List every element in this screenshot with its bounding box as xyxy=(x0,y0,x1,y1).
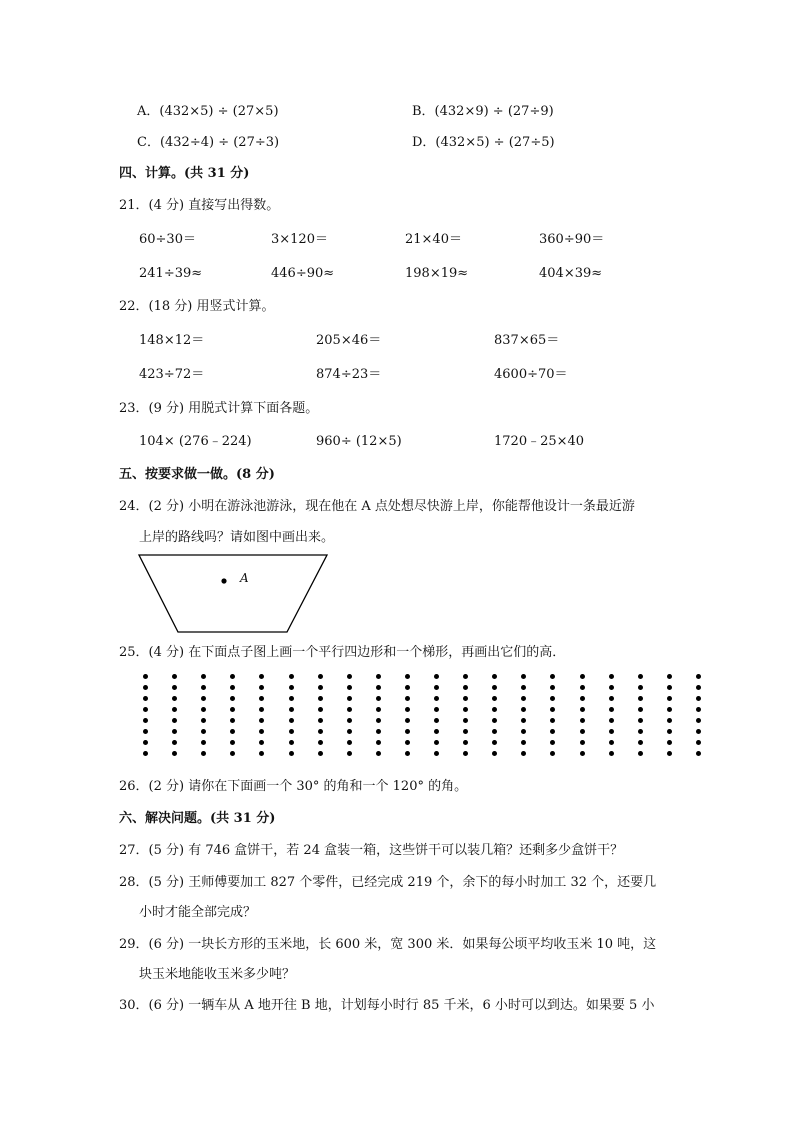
grid-dot[interactable] xyxy=(230,729,235,734)
grid-dot[interactable] xyxy=(550,707,555,712)
grid-dot[interactable] xyxy=(405,729,410,734)
grid-dot[interactable] xyxy=(580,740,585,745)
grid-dot[interactable] xyxy=(230,740,235,745)
grid-dot[interactable] xyxy=(289,707,294,712)
grid-dot[interactable] xyxy=(463,718,468,723)
grid-dot[interactable] xyxy=(463,674,468,679)
grid-dot[interactable] xyxy=(667,696,672,701)
grid-dot[interactable] xyxy=(521,729,526,734)
question-23-prompt: 23．(9 分) 用脱式计算下面各题。 xyxy=(119,401,319,416)
grid-dot[interactable] xyxy=(230,751,235,756)
grid-dot[interactable] xyxy=(521,696,526,701)
grid-dot[interactable] xyxy=(667,740,672,745)
grid-dot[interactable] xyxy=(638,685,643,690)
grid-dot[interactable] xyxy=(201,740,206,745)
grid-dot[interactable] xyxy=(201,696,206,701)
grid-dot[interactable] xyxy=(492,718,497,723)
grid-dot[interactable] xyxy=(492,707,497,712)
grid-dot[interactable] xyxy=(696,696,701,701)
grid-dot[interactable] xyxy=(201,751,206,756)
grid-dot[interactable] xyxy=(492,729,497,734)
grid-dot[interactable] xyxy=(318,696,323,701)
grid-dot[interactable] xyxy=(463,685,468,690)
grid-dot[interactable] xyxy=(609,751,614,756)
grid-dot[interactable] xyxy=(696,729,701,734)
grid-dot[interactable] xyxy=(550,729,555,734)
dot-column xyxy=(580,674,585,762)
dot-column xyxy=(347,674,352,762)
dot-column xyxy=(376,674,381,762)
grid-dot[interactable] xyxy=(289,740,294,745)
grid-dot[interactable] xyxy=(318,707,323,712)
dot-column xyxy=(318,674,323,762)
q22-item: 4600÷70＝ xyxy=(494,367,568,382)
grid-dot[interactable] xyxy=(405,696,410,701)
grid-dot[interactable] xyxy=(376,674,381,679)
grid-dot[interactable] xyxy=(318,740,323,745)
question-30-line1: 30．(6 分) 一辆车从 A 地开往 B 地，计划每小时行 85 千米，6 小时可以到达。如果要 5 小 xyxy=(119,998,655,1013)
grid-dot[interactable] xyxy=(550,685,555,690)
grid-dot[interactable] xyxy=(609,718,614,723)
dot-column xyxy=(492,674,497,762)
grid-dot[interactable] xyxy=(405,740,410,745)
grid-dot[interactable] xyxy=(347,674,352,679)
grid-dot[interactable] xyxy=(550,718,555,723)
grid-dot[interactable] xyxy=(550,696,555,701)
grid-dot[interactable] xyxy=(318,729,323,734)
grid-dot[interactable] xyxy=(667,729,672,734)
option-d: D．(432×5) ÷ (27÷5) xyxy=(412,135,555,150)
grid-dot[interactable] xyxy=(259,718,264,723)
grid-dot[interactable] xyxy=(434,685,439,690)
grid-dot[interactable] xyxy=(667,707,672,712)
grid-dot[interactable] xyxy=(521,674,526,679)
question-29-line1: 29．(6 分) 一块长方形的玉米地，长 600 米，宽 300 米．如果每公顷平均收玉米 10 吨，这 xyxy=(119,937,657,952)
grid-dot[interactable] xyxy=(550,674,555,679)
grid-dot[interactable] xyxy=(289,674,294,679)
grid-dot[interactable] xyxy=(521,751,526,756)
dot-column xyxy=(405,674,410,762)
q22-item: 874÷23＝ xyxy=(316,367,382,382)
grid-dot[interactable] xyxy=(376,718,381,723)
grid-dot[interactable] xyxy=(638,674,643,679)
grid-dot[interactable] xyxy=(580,707,585,712)
grid-dot[interactable] xyxy=(667,674,672,679)
grid-dot[interactable] xyxy=(172,729,177,734)
grid-dot[interactable] xyxy=(230,685,235,690)
grid-dot[interactable] xyxy=(143,718,148,723)
q21-item: 3×120＝ xyxy=(271,232,328,247)
grid-dot[interactable] xyxy=(172,674,177,679)
section-title-practice: 五、按要求做一做。(8 分) xyxy=(119,467,275,482)
dot-column xyxy=(172,674,177,762)
q22-item: 205×46＝ xyxy=(316,333,382,348)
grid-dot[interactable] xyxy=(259,696,264,701)
grid-dot[interactable] xyxy=(201,718,206,723)
dot-column xyxy=(201,674,206,762)
dot-column xyxy=(259,674,264,762)
grid-dot[interactable] xyxy=(434,707,439,712)
section-title-calculation: 四、计算。(共 31 分) xyxy=(119,166,250,181)
q21-item: 404×39≈ xyxy=(539,266,603,281)
grid-dot[interactable] xyxy=(667,751,672,756)
grid-dot[interactable] xyxy=(318,751,323,756)
q23-item: 1720﹣25×40 xyxy=(494,434,585,449)
grid-dot[interactable] xyxy=(434,718,439,723)
grid-dot[interactable] xyxy=(638,718,643,723)
grid-dot[interactable] xyxy=(609,707,614,712)
grid-dot[interactable] xyxy=(201,685,206,690)
grid-dot[interactable] xyxy=(230,707,235,712)
grid-dot[interactable] xyxy=(521,718,526,723)
grid-dot[interactable] xyxy=(696,674,701,679)
grid-dot[interactable] xyxy=(463,740,468,745)
grid-dot[interactable] xyxy=(580,685,585,690)
dot-column xyxy=(696,674,701,762)
grid-dot[interactable] xyxy=(376,707,381,712)
grid-dot[interactable] xyxy=(289,729,294,734)
grid-dot[interactable] xyxy=(580,696,585,701)
grid-dot[interactable] xyxy=(580,729,585,734)
grid-dot[interactable] xyxy=(434,674,439,679)
option-b: B．(432×9) ÷ (27÷9) xyxy=(412,104,554,119)
grid-dot[interactable] xyxy=(609,740,614,745)
grid-dot[interactable] xyxy=(259,685,264,690)
grid-dot[interactable] xyxy=(609,696,614,701)
question-21-prompt: 21．(4 分) 直接写出得数。 xyxy=(119,198,280,213)
grid-dot[interactable] xyxy=(289,718,294,723)
grid-dot[interactable] xyxy=(696,685,701,690)
grid-dot[interactable] xyxy=(318,718,323,723)
grid-dot[interactable] xyxy=(638,707,643,712)
dot-column xyxy=(143,674,148,762)
grid-dot[interactable] xyxy=(580,674,585,679)
grid-dot[interactable] xyxy=(521,740,526,745)
grid-dot[interactable] xyxy=(143,729,148,734)
option-c: C．(432÷4) ÷ (27÷3) xyxy=(137,135,280,150)
grid-dot[interactable] xyxy=(696,751,701,756)
grid-dot[interactable] xyxy=(172,718,177,723)
grid-dot[interactable] xyxy=(434,696,439,701)
grid-dot[interactable] xyxy=(434,740,439,745)
grid-dot[interactable] xyxy=(521,707,526,712)
grid-dot[interactable] xyxy=(405,707,410,712)
grid-dot[interactable] xyxy=(172,685,177,690)
grid-dot[interactable] xyxy=(347,685,352,690)
grid-dot[interactable] xyxy=(609,685,614,690)
q23-item: 104× (276﹣224) xyxy=(139,434,252,449)
grid-dot[interactable] xyxy=(434,729,439,734)
grid-dot[interactable] xyxy=(696,740,701,745)
grid-dot[interactable] xyxy=(347,729,352,734)
dot-column xyxy=(289,674,294,762)
q21-item: 198×19≈ xyxy=(405,266,469,281)
dot-column xyxy=(230,674,235,762)
grid-dot[interactable] xyxy=(230,696,235,701)
grid-dot[interactable] xyxy=(143,740,148,745)
grid-dot[interactable] xyxy=(376,751,381,756)
question-24-line2: 上岸的路线吗？请如图中画出来。 xyxy=(139,530,335,545)
grid-dot[interactable] xyxy=(580,718,585,723)
dot-column xyxy=(638,674,643,762)
grid-dot[interactable] xyxy=(638,740,643,745)
swimming-pool-trapezoid xyxy=(130,550,335,640)
q22-item: 423÷72＝ xyxy=(139,367,205,382)
grid-dot[interactable] xyxy=(609,674,614,679)
grid-dot[interactable] xyxy=(405,685,410,690)
grid-dot[interactable] xyxy=(492,751,497,756)
grid-dot[interactable] xyxy=(521,685,526,690)
q23-item: 960÷ (12×5) xyxy=(316,434,402,449)
grid-dot[interactable] xyxy=(259,674,264,679)
grid-dot[interactable] xyxy=(434,751,439,756)
dot-column xyxy=(434,674,439,762)
dot-column xyxy=(667,674,672,762)
grid-dot[interactable] xyxy=(405,674,410,679)
option-a: A．(432×5) ÷ (27×5) xyxy=(137,104,279,119)
grid-dot[interactable] xyxy=(201,674,206,679)
grid-dot[interactable] xyxy=(172,696,177,701)
dot-column xyxy=(550,674,555,762)
grid-dot[interactable] xyxy=(289,685,294,690)
grid-dot[interactable] xyxy=(638,751,643,756)
grid-dot[interactable] xyxy=(347,751,352,756)
q21-item: 60÷30＝ xyxy=(139,232,196,247)
question-29-line2: 块玉米地能收玉米多少吨？ xyxy=(139,967,296,982)
question-24-line1: 24．(2 分) 小明在游泳池游泳，现在他在 A 点处想尽快游上岸，你能帮他设计一条最近游 xyxy=(119,499,635,514)
grid-dot[interactable] xyxy=(376,696,381,701)
grid-dot[interactable] xyxy=(172,707,177,712)
grid-dot[interactable] xyxy=(376,740,381,745)
grid-dot[interactable] xyxy=(347,740,352,745)
grid-dot[interactable] xyxy=(259,740,264,745)
grid-dot[interactable] xyxy=(492,674,497,679)
grid-dot[interactable] xyxy=(143,685,148,690)
grid-dot[interactable] xyxy=(463,707,468,712)
grid-dot[interactable] xyxy=(143,696,148,701)
grid-dot[interactable] xyxy=(667,685,672,690)
grid-dot[interactable] xyxy=(580,751,585,756)
grid-dot[interactable] xyxy=(347,696,352,701)
grid-dot[interactable] xyxy=(638,696,643,701)
grid-dot[interactable] xyxy=(405,718,410,723)
grid-dot[interactable] xyxy=(463,729,468,734)
q22-item: 148×12＝ xyxy=(139,333,205,348)
point-a-label: A xyxy=(240,571,249,585)
q21-item: 360÷90＝ xyxy=(539,232,605,247)
grid-dot[interactable] xyxy=(172,751,177,756)
grid-dot[interactable] xyxy=(143,751,148,756)
grid-dot[interactable] xyxy=(201,729,206,734)
grid-dot[interactable] xyxy=(289,696,294,701)
grid-dot[interactable] xyxy=(376,685,381,690)
grid-dot[interactable] xyxy=(347,707,352,712)
grid-dot[interactable] xyxy=(463,751,468,756)
question-27: 27．(5 分) 有 746 盒饼干，若 24 盒装一箱，这些饼干可以装几箱？还剩多少盒饼干？ xyxy=(119,843,624,858)
grid-dot[interactable] xyxy=(259,751,264,756)
grid-dot[interactable] xyxy=(550,740,555,745)
grid-dot[interactable] xyxy=(318,685,323,690)
grid-dot[interactable] xyxy=(259,729,264,734)
q21-item: 241÷39≈ xyxy=(139,266,203,281)
grid-dot[interactable] xyxy=(609,729,614,734)
grid-dot[interactable] xyxy=(696,718,701,723)
grid-dot[interactable] xyxy=(318,674,323,679)
grid-dot[interactable] xyxy=(463,696,468,701)
grid-dot[interactable] xyxy=(143,707,148,712)
question-22-prompt: 22．(18 分) 用竖式计算。 xyxy=(119,299,275,314)
question-26-prompt: 26．(2 分) 请你在下面画一个 30° 的角和一个 120° 的角。 xyxy=(119,779,468,794)
grid-dot[interactable] xyxy=(667,718,672,723)
grid-dot[interactable] xyxy=(492,696,497,701)
grid-dot[interactable] xyxy=(201,707,206,712)
grid-dot[interactable] xyxy=(376,729,381,734)
grid-dot[interactable] xyxy=(347,718,352,723)
question-28-line2: 小时才能全部完成？ xyxy=(139,905,257,920)
grid-dot[interactable] xyxy=(172,740,177,745)
dot-column xyxy=(521,674,526,762)
grid-dot[interactable] xyxy=(230,674,235,679)
dot-column xyxy=(609,674,614,762)
grid-dot[interactable] xyxy=(230,718,235,723)
grid-dot[interactable] xyxy=(696,707,701,712)
dot-column xyxy=(463,674,468,762)
grid-dot[interactable] xyxy=(405,751,410,756)
question-25-prompt: 25．(4 分) 在下面点子图上画一个平行四边形和一个梯形，再画出它们的高． xyxy=(119,645,566,660)
grid-dot[interactable] xyxy=(638,729,643,734)
point-a-dot xyxy=(221,578,226,583)
grid-dot[interactable] xyxy=(492,740,497,745)
grid-dot[interactable] xyxy=(143,674,148,679)
grid-dot[interactable] xyxy=(550,751,555,756)
question-28-line1: 28．(5 分) 王师傅要加工 827 个零件，已经完成 219 个，余下的每小时加工 32 个，还要几 xyxy=(119,875,657,890)
grid-dot[interactable] xyxy=(259,707,264,712)
grid-dot[interactable] xyxy=(289,751,294,756)
grid-dot[interactable] xyxy=(492,685,497,690)
section-title-problem-solving: 六、解决问题。(共 31 分) xyxy=(119,811,276,826)
q21-item: 446÷90≈ xyxy=(271,266,335,281)
q21-item: 21×40＝ xyxy=(405,232,462,247)
q22-item: 837×65＝ xyxy=(494,333,560,348)
